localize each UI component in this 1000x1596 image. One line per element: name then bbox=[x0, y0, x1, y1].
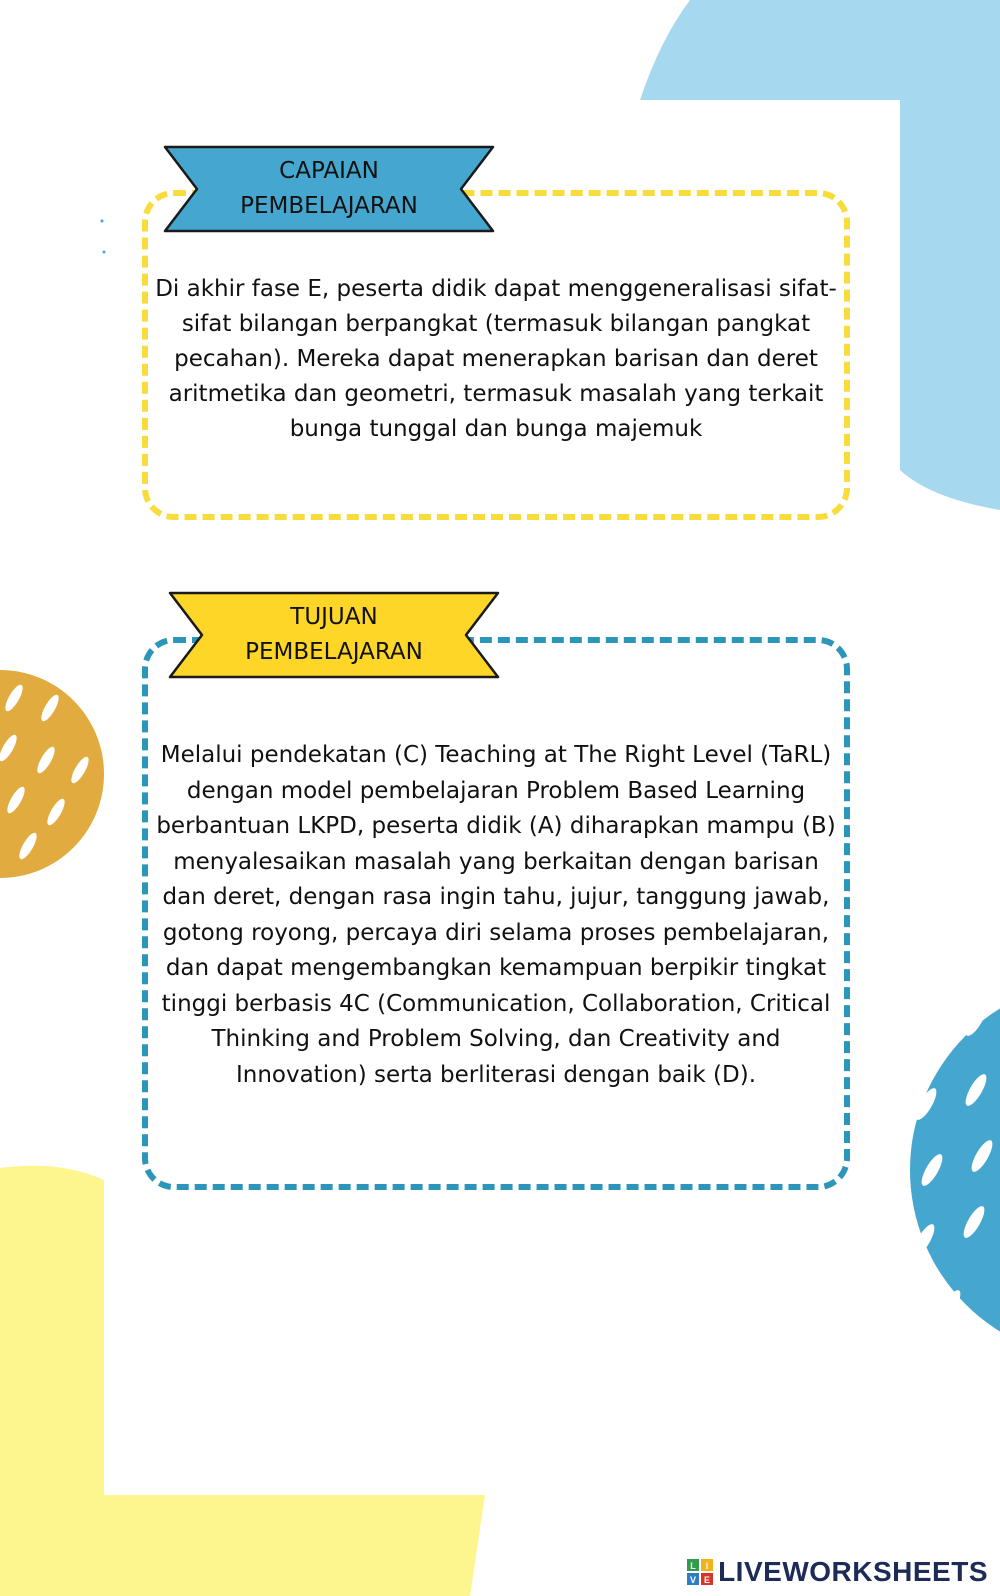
liveworksheets-logo-icon bbox=[687, 1559, 713, 1585]
svg-text:L: L bbox=[690, 1561, 696, 1571]
tujuan-heading: TUJUAN PEMBELAJARAN bbox=[245, 604, 423, 665]
svg-text:I: I bbox=[705, 1561, 709, 1571]
tujuan-body: Melalui pendekatan (C) Teaching at The Right Level (TaRL) dengan model pembelajaran Problem Based Learning berbantuan LKPD, peserta didik (A) diharapkan mampu (B) menyalesaikan masalah yang berkaitan dengan barisan dan deret, dengan rasa ingin tahu, jujur, tanggung jawab, gotong royong, percaya diri selama proses pembelajaran, dan dapat mengembangkan kemampuan berpikir tingkat tinggi berbasis 4C (Communication, Collaboration, Critical Thinking and Problem Solving, dan Creativity and Innovation) serta berliterasi dengan baik (D). bbox=[156, 742, 836, 1088]
capaian-heading: CAPAIAN PEMBELAJARAN bbox=[240, 158, 418, 219]
svg-text:E: E bbox=[704, 1575, 711, 1585]
tujuan-banner bbox=[168, 591, 500, 679]
liveworksheets-logo-text: LIVEWORKSHEETS bbox=[718, 1556, 988, 1587]
svg-text:V: V bbox=[690, 1575, 697, 1585]
tujuan-box bbox=[142, 637, 850, 1190]
capaian-banner bbox=[163, 145, 495, 233]
capaian-box bbox=[142, 190, 850, 520]
capaian-body: Di akhir fase E, peserta didik dapat menggeneralisasi sifat-sifat bilangan berpangkat (termasuk bilangan pangkat pecahan). Mereka dapat menerapkan barisan dan deret aritmetika dan geometri, termasuk masalah yang terkait bunga tunggal dan bunga majemuk bbox=[155, 275, 837, 442]
decor-bottom-yellow bbox=[0, 1166, 485, 1596]
liveworksheets-logo[interactable] bbox=[687, 1556, 988, 1588]
